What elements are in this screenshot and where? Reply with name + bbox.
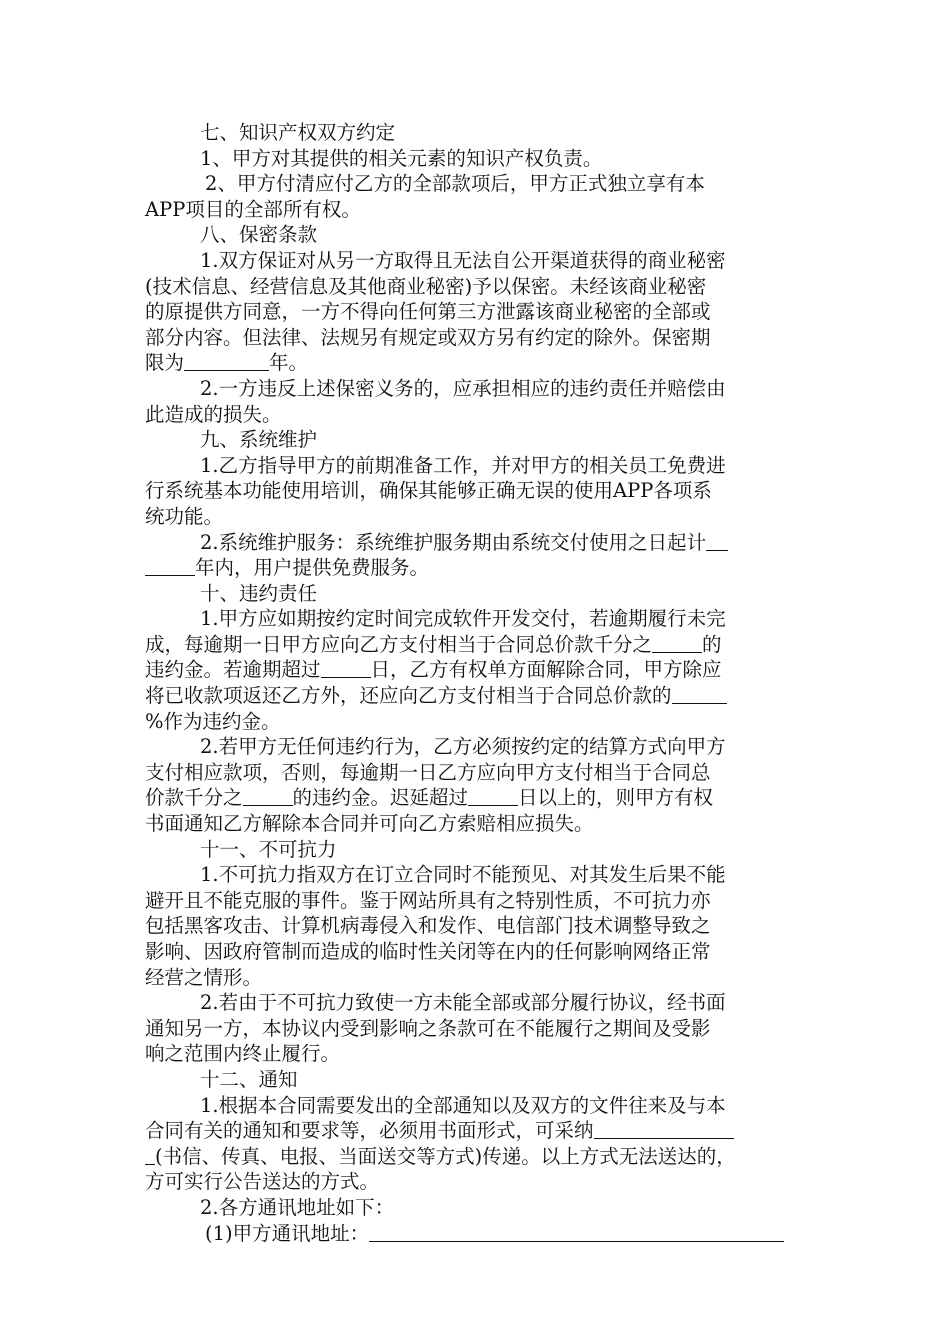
text-segment: 2.各方通讯地址如下： <box>200 1195 395 1219</box>
text-segment: 响之范围内终止履行。 <box>145 1042 341 1066</box>
text-segment: 限为 <box>145 351 185 375</box>
fill-in-blank[interactable] <box>594 1120 734 1139</box>
text-segment: 成，每逾期一日甲方应向乙方支付相当于合同总价款千分之 <box>145 632 653 656</box>
text-segment: APP项目的全部所有权。 <box>145 197 361 221</box>
text-segment: 方可实行公告送达的方式。 <box>145 1170 380 1194</box>
fill-in-blank[interactable] <box>652 634 702 653</box>
text-segment: 价款千分之 <box>145 786 243 810</box>
text-segment: 支付相应款项，否则，每逾期一日乙方应向甲方支付相当于合同总 <box>145 760 711 784</box>
text-line <box>145 606 810 632</box>
text-segment: 日以上的，则甲方有权 <box>518 786 714 810</box>
fill-in-blank[interactable] <box>184 352 269 371</box>
text-segment: 通知另一方，本协议内受到影响之条款可在不能履行之期间及受影 <box>145 1016 711 1040</box>
text-segment: 此造成的损失。 <box>145 402 282 426</box>
text-segment: 统功能。 <box>145 504 224 528</box>
text-segment: 书面通知乙方解除本合同并可向乙方索赔相应损失。 <box>145 812 594 836</box>
text-line <box>145 325 810 351</box>
text-line <box>145 402 810 428</box>
text-line <box>145 171 810 197</box>
text-segment: 十二、通知 <box>200 1067 298 1091</box>
text-segment: 经营之情形。 <box>145 965 263 989</box>
text-line <box>145 709 810 735</box>
text-segment: 2.若由于不可抗力致使一方未能全部或部分履行协议，经书面 <box>200 991 726 1015</box>
text-segment: 2、甲方付清应付乙方的全部款项后，甲方正式独立享有本 <box>205 172 705 196</box>
text-line <box>145 888 810 914</box>
text-segment: 八、保密条款 <box>200 223 318 247</box>
fill-in-blank[interactable] <box>706 532 728 551</box>
text-segment: 包括黑客攻击、计算机病毒侵入和发作、电信部门技术调整导致之 <box>145 914 711 938</box>
fill-in-blank[interactable] <box>369 1223 784 1242</box>
text-line <box>145 1169 810 1195</box>
text-line <box>145 120 810 146</box>
text-segment: %作为违约金。 <box>145 709 281 733</box>
text-segment: 年内，用户提供免费服务。 <box>195 556 430 580</box>
text-line <box>145 632 810 658</box>
text-line <box>145 965 810 991</box>
text-segment: 1.不可抗力指双方在订立合同时不能预见、对其发生后果不能 <box>200 863 726 887</box>
text-line <box>145 862 810 888</box>
text-line <box>145 683 810 709</box>
text-line <box>145 734 810 760</box>
fill-in-blank[interactable] <box>468 787 518 806</box>
text-segment: 1.根据本合同需要发出的全部通知以及双方的文件往来及与本 <box>200 1093 726 1117</box>
text-line <box>145 274 810 300</box>
text-line <box>145 555 810 581</box>
text-segment: 1.甲方应如期按约定时间完成软件开发交付，若逾期履行未完 <box>200 607 726 631</box>
text-line <box>145 581 810 607</box>
text-segment: 违约金。若逾期超过 <box>145 658 321 682</box>
text-line <box>145 1144 810 1170</box>
text-line <box>145 299 810 325</box>
text-line <box>145 504 810 530</box>
text-segment: 合同有关的通知和要求等，必须用书面形式，可采纳 <box>145 1119 594 1143</box>
fill-in-blank[interactable] <box>145 557 195 576</box>
text-segment: 2.一方违反上述保密义务的，应承担相应的违约责任并赔偿由 <box>200 376 726 400</box>
fill-in-blank[interactable] <box>145 1146 155 1165</box>
text-line <box>145 785 810 811</box>
document-page <box>145 120 810 1246</box>
text-segment: 2.系统维护服务：系统维护服务期由系统交付使用之日起计 <box>200 530 707 554</box>
text-line <box>145 657 810 683</box>
text-line <box>145 1118 810 1144</box>
text-line <box>145 1221 810 1247</box>
text-line <box>145 990 810 1016</box>
text-line <box>145 760 810 786</box>
text-segment: 部分内容。但法律、法规另有规定或双方另有约定的除外。保密期 <box>145 325 711 349</box>
text-segment: 避开且不能克服的事件。鉴于网站所具有之特别性质，不可抗力亦 <box>145 888 711 912</box>
text-line <box>145 248 810 274</box>
text-segment: 行系统基本功能使用培训，确保其能够正确无误的使用APP各项系 <box>145 479 712 503</box>
text-segment: 影响、因政府管制而造成的临时性关闭等在内的任何影响网络正常 <box>145 940 711 963</box>
text-segment: 日，乙方有权单方面解除合同，甲方除应 <box>370 658 722 682</box>
text-line <box>145 427 810 453</box>
text-line <box>145 350 810 376</box>
text-segment: 1.双方保证对从另一方取得且无法自公开渠道获得的商业秘密 <box>200 248 726 272</box>
text-segment: 九、系统维护 <box>200 428 318 452</box>
text-line <box>145 837 810 863</box>
text-line <box>145 939 810 965</box>
fill-in-blank[interactable] <box>672 685 727 704</box>
text-line <box>145 913 810 939</box>
text-segment: 1.乙方指导甲方的前期准备工作，并对甲方的相关员工免费进 <box>200 453 726 477</box>
text-line <box>145 1067 810 1093</box>
text-line <box>145 453 810 479</box>
text-segment: 的 <box>702 632 722 656</box>
text-segment: (技术信息、经营信息及其他商业秘密)予以保密。未经该商业秘密 <box>145 274 707 298</box>
text-segment: 的原提供方同意，一方不得向任何第三方泄露该商业秘密的全部或 <box>145 300 711 324</box>
text-segment: 七、知识产权双方约定 <box>200 121 396 144</box>
text-segment: (书信、传真、电报、当面送交等方式)传递。以上方式无法送达的， <box>155 1144 736 1168</box>
text-segment: 2.若甲方无任何违约行为，乙方必须按约定的结算方式向甲方 <box>200 735 726 759</box>
text-segment: 年。 <box>269 351 309 375</box>
text-segment: 十、违约责任 <box>200 581 318 605</box>
text-line <box>145 1093 810 1119</box>
fill-in-blank[interactable] <box>243 787 293 806</box>
text-line <box>145 1016 810 1042</box>
text-line <box>145 1195 810 1221</box>
text-line <box>145 376 810 402</box>
text-line <box>145 478 810 504</box>
text-line <box>145 222 810 248</box>
text-segment: 将已收款项返还乙方外，还应向乙方支付相当于合同总价款的 <box>145 684 672 708</box>
text-line <box>145 197 810 223</box>
text-segment: (1)甲方通讯地址： <box>205 1221 370 1245</box>
text-line <box>145 1041 810 1067</box>
text-segment: 1、甲方对其提供的相关元素的知识产权负责。 <box>200 146 603 170</box>
text-line <box>145 811 810 837</box>
text-segment: 十一、不可抗力 <box>200 837 337 861</box>
text-line <box>145 146 810 172</box>
fill-in-blank[interactable] <box>321 659 371 678</box>
text-segment: 的违约金。迟延超过 <box>292 786 469 810</box>
text-line <box>145 530 810 556</box>
